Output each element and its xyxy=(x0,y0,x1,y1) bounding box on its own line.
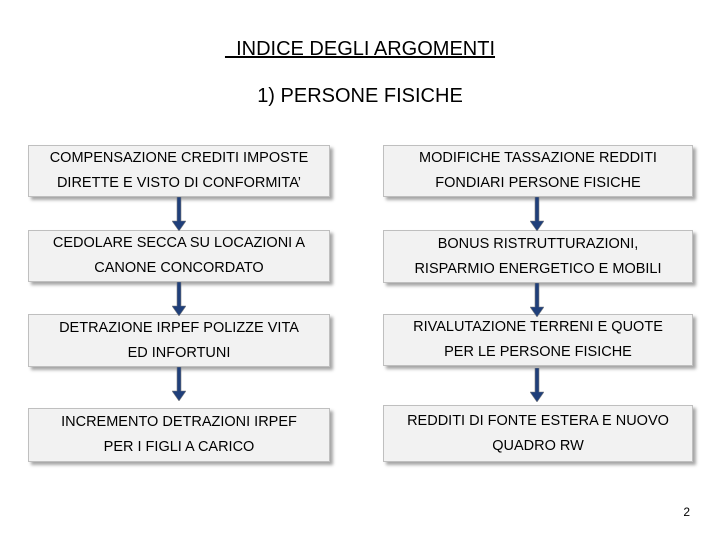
down-arrow-icon xyxy=(172,282,186,316)
topic-box-right-3 xyxy=(383,314,693,366)
topic-box-label: DETRAZIONE IRPEF POLIZZE VITA ED INFORTUNI xyxy=(59,319,299,361)
topic-box-left-2 xyxy=(28,230,330,282)
page-title: INDICE DEGLI ARGOMENTI xyxy=(224,38,496,60)
down-arrow-icon xyxy=(530,197,544,231)
topic-box-label: RIVALUTAZIONE TERRENI E QUOTE PER LE PERSONE FISICHE xyxy=(413,319,663,360)
topic-box-left-3 xyxy=(28,314,330,367)
topic-box-label: REDDITI DI FONTE ESTERA E NUOVO QUADRO RW xyxy=(407,412,669,454)
topic-box-label: MODIFICHE TASSAZIONE REDDITI FONDIARI PERSONE FISICHE xyxy=(419,150,657,191)
topic-box-label: INCREMENTO DETRAZIONI IRPEF PER I FIGLI A CARICO xyxy=(61,414,297,455)
down-arrow-icon xyxy=(172,367,186,401)
topic-box-left-1 xyxy=(28,145,330,197)
page-subtitle: 1) PERSONE FISICHE xyxy=(257,85,463,107)
topic-box-right-4 xyxy=(383,405,693,462)
topic-box-left-4 xyxy=(28,408,330,462)
topic-box-right-2 xyxy=(383,230,693,283)
topic-box-label: BONUS RISTRUTTURAZIONI, RISPARMIO ENERGETICO E MOBILI xyxy=(414,235,662,277)
down-arrow-icon xyxy=(530,283,544,317)
topic-box-right-1 xyxy=(383,145,693,197)
topic-box-label: COMPENSAZIONE CREDITI IMPOSTE DIRETTE E VISTO DI CONFORMITA’ xyxy=(49,150,309,191)
down-arrow-icon xyxy=(172,197,186,231)
page-number: 2 xyxy=(683,505,690,519)
topic-box-label: CEDOLARE SECCA SU LOCAZIONI A CANONE CONCORDATO xyxy=(52,235,306,276)
down-arrow-icon xyxy=(530,368,544,402)
